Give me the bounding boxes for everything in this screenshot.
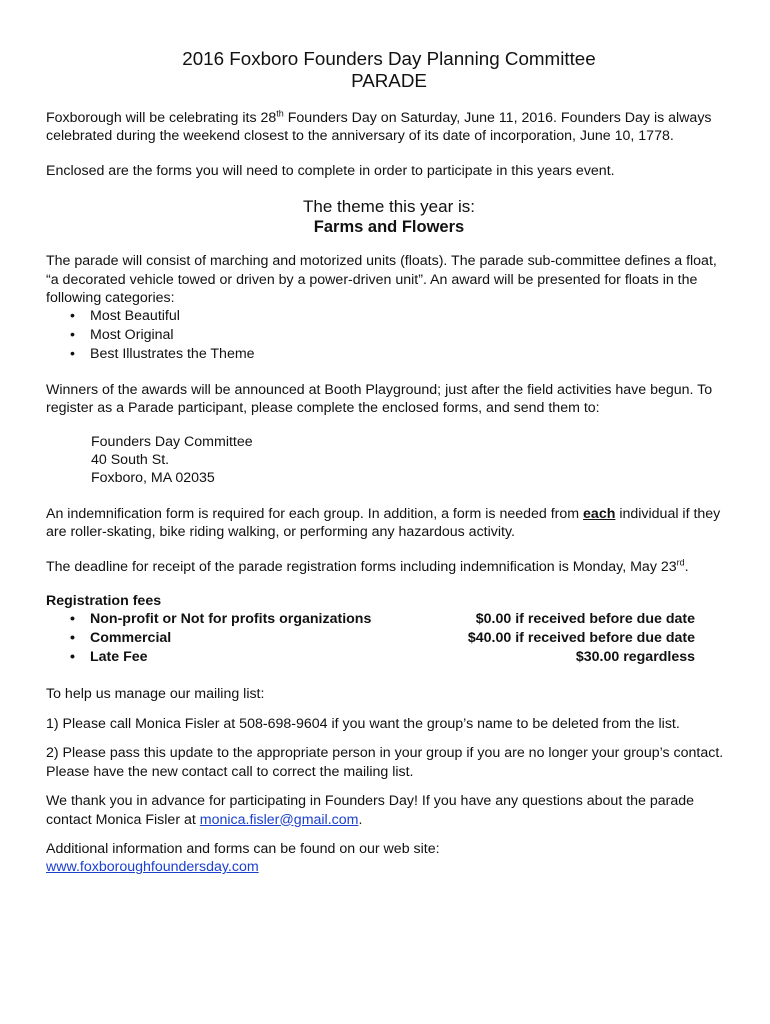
- website-line: [46, 858, 732, 876]
- document-title-line2: PARADE: [351, 70, 427, 91]
- mailing-item-1: 1) Please call Monica Fisler at 508-698-9604 if you want the group’s name to be deleted from the list.: [46, 715, 680, 732]
- bullet-icon: •: [70, 327, 75, 344]
- winners-paragraph: Winners of the awards will be announced at Booth Playground; just after the field activities have begun. To register as a Parade participant, please complete the enclosed forms, and send them to:: [46, 381, 713, 417]
- intro-paragraph: Foxborough will be celebrating its 28th Founders Day on Saturday, June 11, 2016. Founders Day is always celebrated during the weekend closest to the anniversary of its date of incorporation, June 10, 1778.: [46, 108, 712, 145]
- bullet-icon: •: [70, 346, 75, 363]
- contact-email-link[interactable]: monica.fisler@gmail.com: [199, 811, 359, 828]
- enclosed-paragraph: Enclosed are the forms you will need to complete in order to participate in this years event.: [46, 162, 615, 179]
- additional-info-text: Additional information and forms can be found on our web site:: [46, 840, 440, 857]
- list-item: • Most Beautiful: [70, 308, 180, 325]
- fee-row: [46, 648, 732, 667]
- fee-label: Commercial: [90, 630, 172, 647]
- bullet-icon: •: [70, 630, 75, 647]
- bullet-icon: •: [70, 611, 75, 628]
- mailing-address: [46, 433, 732, 488]
- thanks-paragraph: We thank you in advance for participating in Founders Day! If you have any questions about the parade contact Monica Fisler at monica.fisler@gmail.com.: [46, 793, 695, 828]
- fees-heading: Registration fees: [46, 593, 162, 610]
- address-line: Foxboro, MA 02035: [91, 470, 215, 487]
- fee-label: Non-profit or Not for profits organizations: [90, 611, 372, 628]
- address-line: Founders Day Committee: [91, 433, 253, 450]
- website-link[interactable]: www.foxboroughfoundersday.com: [46, 859, 259, 876]
- list-item: • Most Original: [70, 327, 174, 344]
- fee-amount: $30.00 regardless: [575, 649, 695, 666]
- address-line: 40 South St.: [91, 452, 170, 469]
- indemnification-paragraph: An indemnification form is required for each group. In addition, a form is needed from each individual if they are roller-skating, bike riding walking, or performing any hazardous activity.: [46, 505, 721, 541]
- bullet-icon: •: [70, 308, 75, 325]
- fees-list: [46, 610, 732, 667]
- fee-label: Late Fee: [90, 649, 148, 666]
- mailing-intro: To help us manage our mailing list:: [46, 686, 265, 703]
- theme-name: Farms and Flowers: [313, 218, 465, 237]
- document-page: [46, 48, 732, 877]
- theme-label: The theme this year is:: [303, 197, 475, 217]
- deadline-paragraph: The deadline for receipt of the parade registration forms including indemnification is Monday, May 23rd.: [46, 556, 689, 575]
- fee-amount: $0.00 if received before due date: [475, 611, 695, 628]
- fee-amount: $40.00 if received before due date: [467, 630, 695, 647]
- fee-row: [46, 629, 732, 648]
- parade-description: The parade will consist of marching and motorized units (floats). The parade sub-committee defines a float, “a decorated vehicle towed or driven by a power-driven unit”. An award will be presented for floats in the following categories:: [46, 253, 717, 307]
- list-item: • Best Illustrates the Theme: [70, 346, 255, 363]
- award-categories-list: [46, 307, 732, 363]
- document-title-line1: 2016 Foxboro Founders Day Planning Committee: [182, 48, 596, 69]
- fee-row: [46, 610, 732, 629]
- bullet-icon: •: [70, 649, 75, 666]
- mailing-item-2: 2) Please pass this update to the appropriate person in your group if you are no longer your group’s contact. Please have the new contact call to correct the mailing list.: [46, 745, 724, 780]
